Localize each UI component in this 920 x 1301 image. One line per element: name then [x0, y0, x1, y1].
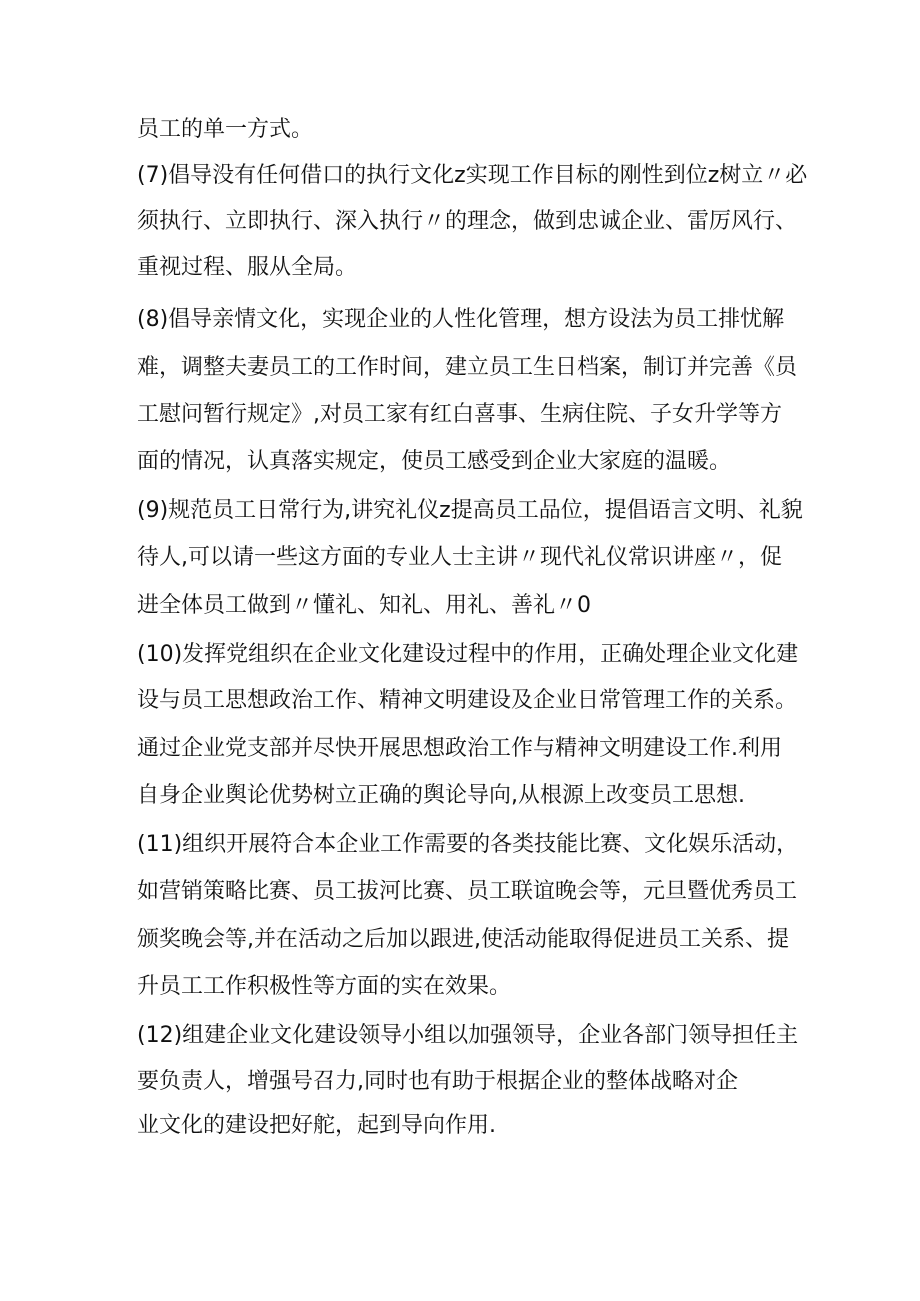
- text-line: 如营销策略比赛、员工拔河比赛、员工联谊晚会等，元旦暨优秀员工: [137, 879, 798, 904]
- text-line: (12)组建企业文化建设领导小组以加强领导，企业各部门领导担任主: [137, 1023, 799, 1048]
- text-line: 面的情况，认真落实规定，使员工感受到企业大家庭的温暖。: [137, 449, 732, 474]
- text-line: 业文化的建设把好舵，起到导向作用.: [137, 1113, 496, 1138]
- text-line: 颁奖晚会等,并在活动之后加以跟进,使活动能取得促进员工关系、提: [137, 927, 789, 952]
- text-line: (8)倡导亲情文化，实现企业的人性化管理，想方设法为员工排忧解: [137, 307, 785, 332]
- text-line: 自身企业舆论优势树立正确的舆论导向,从根源上改变员工思想.: [137, 783, 745, 808]
- text-line: (9)规范员工日常行为,讲究礼仪z提高员工品位，提倡语言文明、礼貌: [137, 498, 803, 523]
- text-line: 重视过程、服从全局。: [137, 255, 358, 280]
- text-line: 设与员工思想政治工作、精神文明建设及企业日常管理工作的关系。: [137, 688, 798, 713]
- text-line: (11)组织开展符合本企业工作需要的各类技能比赛、文化娱乐活动，: [137, 832, 799, 857]
- text-line: 升员工工作积极性等方面的实在效果。: [137, 974, 512, 999]
- text-line: 工慰问暂行规定》,对员工家有红白喜事、生病住院、子女升学等方: [137, 402, 782, 427]
- text-line: 通过企业党支部并尽快开展思想政治工作与精神文明建设工作.利用: [137, 736, 782, 761]
- text-line: 待人,可以请一些这方面的专业人士主讲〃现代礼仪常识讲座〃，促: [137, 545, 782, 570]
- text-line: 须执行、立即执行、深入执行〃的理念，做到忠诚企业、雷厉风行、: [137, 209, 798, 234]
- text-line: (7)倡导没有任何借口的执行文化z实现工作目标的刚性到位z树立〃必: [137, 163, 808, 188]
- text-line: 难，调整夫妻员工的工作时间，建立员工生日档案，制订并完善《员: [137, 355, 798, 380]
- text-line: 进全体员工做到〃懂礼、知礼、用礼、善礼〃0: [137, 593, 591, 618]
- text-line: 员工的单一方式。: [137, 117, 314, 142]
- text-line: 要负责人，增强号召力,同时也有助于根据企业的整体战略对企: [137, 1069, 738, 1094]
- text-line: (10)发挥党组织在企业文化建设过程中的作用，正确处理企业文化建: [137, 642, 799, 667]
